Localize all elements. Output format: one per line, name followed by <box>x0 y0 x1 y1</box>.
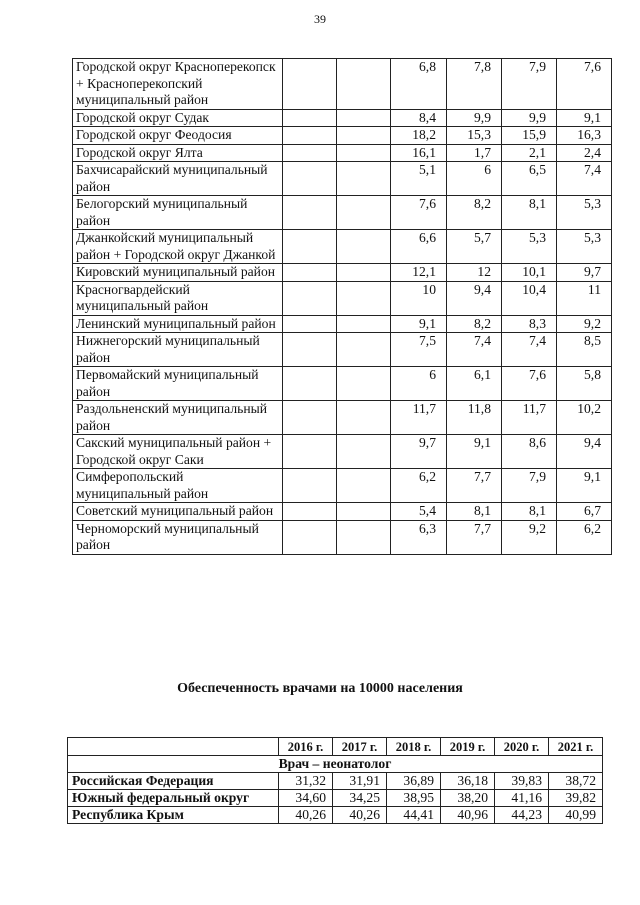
district-name: Городской округ Судак <box>73 109 283 127</box>
value-cell: 9,4 <box>557 435 612 469</box>
table-row <box>73 315 612 333</box>
value-cell: 6,1 <box>447 367 502 401</box>
value-cell: 6,6 <box>391 230 447 264</box>
empty-cell <box>283 435 337 469</box>
table-row <box>73 367 612 401</box>
value-cell: 16,3 <box>557 127 612 145</box>
value-cell: 7,6 <box>557 59 612 110</box>
value-cell: 5,4 <box>391 503 447 521</box>
district-name: Первомайский муниципальный район <box>73 367 283 401</box>
value-cell: 6 <box>391 367 447 401</box>
specialty-row <box>68 756 603 773</box>
value-cell: 7,5 <box>391 333 447 367</box>
value-cell: 8,2 <box>447 315 502 333</box>
value-cell: 5,8 <box>557 367 612 401</box>
value-cell: 12 <box>447 264 502 282</box>
year-header: 2021 г. <box>549 738 603 756</box>
value-cell: 7,9 <box>502 469 557 503</box>
specialty-label: Врач – неонатолог <box>68 756 603 773</box>
district-name: Джанкойский муниципальный район + Городской округ Джанкой <box>73 230 283 264</box>
empty-cell <box>283 503 337 521</box>
empty-cell <box>283 264 337 282</box>
value-cell: 5,3 <box>502 230 557 264</box>
district-table <box>72 58 612 555</box>
table-row <box>73 469 612 503</box>
value-cell: 9,1 <box>447 435 502 469</box>
value-cell: 9,9 <box>502 109 557 127</box>
district-name: Черноморский муниципальный район <box>73 520 283 554</box>
value-cell: 9,9 <box>447 109 502 127</box>
value-cell: 6,5 <box>502 162 557 196</box>
district-name: Городской округ Феодосия <box>73 127 283 145</box>
region-name: Республика Крым <box>68 807 279 824</box>
value-cell: 15,9 <box>502 127 557 145</box>
table-row <box>73 435 612 469</box>
value-cell: 6,3 <box>391 520 447 554</box>
value-cell: 7,7 <box>447 520 502 554</box>
table-row <box>73 520 612 554</box>
district-name: Городской округ Ялта <box>73 144 283 162</box>
empty-cell <box>283 367 337 401</box>
value-cell: 10,4 <box>502 281 557 315</box>
empty-cell <box>337 162 391 196</box>
table-row <box>68 790 603 807</box>
empty-cell <box>337 196 391 230</box>
year-header: 2020 г. <box>495 738 549 756</box>
table-row <box>68 807 603 824</box>
empty-cell <box>283 401 337 435</box>
value-cell: 5,1 <box>391 162 447 196</box>
value-cell: 7,6 <box>502 367 557 401</box>
value-cell: 6,8 <box>391 59 447 110</box>
region-name: Российская Федерация <box>68 773 279 790</box>
value-cell: 15,3 <box>447 127 502 145</box>
value-cell: 40,26 <box>333 807 387 824</box>
value-cell: 38,72 <box>549 773 603 790</box>
value-cell: 7,4 <box>502 333 557 367</box>
value-cell: 10,1 <box>502 264 557 282</box>
value-cell: 8,1 <box>502 196 557 230</box>
value-cell: 9,7 <box>557 264 612 282</box>
table-row <box>73 162 612 196</box>
table-row <box>73 264 612 282</box>
empty-cell <box>337 503 391 521</box>
empty-cell <box>337 401 391 435</box>
district-name: Городской округ Красноперекопск + Красноперекопский муниципальный район <box>73 59 283 110</box>
empty-cell <box>337 127 391 145</box>
empty-cell <box>283 230 337 264</box>
empty-cell <box>337 230 391 264</box>
year-header: 2016 г. <box>279 738 333 756</box>
value-cell: 7,7 <box>447 469 502 503</box>
table-row <box>73 144 612 162</box>
table-row <box>73 109 612 127</box>
table-row <box>73 59 612 110</box>
empty-cell <box>337 315 391 333</box>
table-row <box>73 281 612 315</box>
value-cell: 8,5 <box>557 333 612 367</box>
value-cell: 8,2 <box>447 196 502 230</box>
empty-cell <box>283 520 337 554</box>
value-cell: 8,1 <box>447 503 502 521</box>
value-cell: 40,99 <box>549 807 603 824</box>
value-cell: 2,1 <box>502 144 557 162</box>
value-cell: 18,2 <box>391 127 447 145</box>
district-name: Белогорский муниципальный район <box>73 196 283 230</box>
value-cell: 38,95 <box>387 790 441 807</box>
value-cell: 5,7 <box>447 230 502 264</box>
value-cell: 8,4 <box>391 109 447 127</box>
value-cell: 7,4 <box>557 162 612 196</box>
year-header: 2018 г. <box>387 738 441 756</box>
value-cell: 6,2 <box>391 469 447 503</box>
table-row <box>73 230 612 264</box>
empty-cell <box>283 144 337 162</box>
value-cell: 9,1 <box>391 315 447 333</box>
empty-cell <box>283 281 337 315</box>
year-header: 2017 г. <box>333 738 387 756</box>
value-cell: 9,7 <box>391 435 447 469</box>
value-cell: 8,6 <box>502 435 557 469</box>
value-cell: 6,7 <box>557 503 612 521</box>
value-cell: 36,18 <box>441 773 495 790</box>
value-cell: 7,8 <box>447 59 502 110</box>
value-cell: 11,7 <box>502 401 557 435</box>
table-row <box>73 401 612 435</box>
empty-cell <box>337 281 391 315</box>
value-cell: 11 <box>557 281 612 315</box>
doctors-table-title: Обеспеченность врачами на 10000 населения <box>177 681 463 696</box>
empty-cell <box>283 333 337 367</box>
district-name: Ленинский муниципальный район <box>73 315 283 333</box>
empty-cell <box>337 144 391 162</box>
value-cell: 6,2 <box>557 520 612 554</box>
doctors-table <box>67 737 603 824</box>
value-cell: 7,6 <box>391 196 447 230</box>
district-name: Симферопольский муниципальный район <box>73 469 283 503</box>
value-cell: 36,89 <box>387 773 441 790</box>
value-cell: 9,1 <box>557 109 612 127</box>
value-cell: 7,4 <box>447 333 502 367</box>
value-cell: 11,8 <box>447 401 502 435</box>
value-cell: 9,4 <box>447 281 502 315</box>
value-cell: 5,3 <box>557 196 612 230</box>
value-cell: 39,83 <box>495 773 549 790</box>
value-cell: 6 <box>447 162 502 196</box>
value-cell: 44,41 <box>387 807 441 824</box>
value-cell: 12,1 <box>391 264 447 282</box>
empty-cell <box>337 435 391 469</box>
empty-cell <box>283 109 337 127</box>
table-row <box>73 127 612 145</box>
value-cell: 9,1 <box>557 469 612 503</box>
value-cell: 8,1 <box>502 503 557 521</box>
empty-cell <box>283 162 337 196</box>
empty-cell <box>283 127 337 145</box>
header-empty-cell <box>68 738 279 756</box>
empty-cell <box>283 59 337 110</box>
value-cell: 16,1 <box>391 144 447 162</box>
table-row <box>68 773 603 790</box>
value-cell: 39,82 <box>549 790 603 807</box>
empty-cell <box>337 109 391 127</box>
empty-cell <box>337 59 391 110</box>
district-name: Советский муниципальный район <box>73 503 283 521</box>
value-cell: 40,96 <box>441 807 495 824</box>
region-name: Южный федеральный округ <box>68 790 279 807</box>
value-cell: 7,9 <box>502 59 557 110</box>
table-row <box>73 503 612 521</box>
year-header: 2019 г. <box>441 738 495 756</box>
value-cell: 5,3 <box>557 230 612 264</box>
value-cell: 34,60 <box>279 790 333 807</box>
page-number: 39 <box>314 12 326 26</box>
value-cell: 40,26 <box>279 807 333 824</box>
value-cell: 1,7 <box>447 144 502 162</box>
value-cell: 31,32 <box>279 773 333 790</box>
table-row <box>73 333 612 367</box>
value-cell: 31,91 <box>333 773 387 790</box>
value-cell: 10 <box>391 281 447 315</box>
district-name: Раздольненский муниципальный район <box>73 401 283 435</box>
empty-cell <box>337 469 391 503</box>
value-cell: 9,2 <box>557 315 612 333</box>
value-cell: 9,2 <box>502 520 557 554</box>
value-cell: 44,23 <box>495 807 549 824</box>
empty-cell <box>337 333 391 367</box>
value-cell: 34,25 <box>333 790 387 807</box>
value-cell: 8,3 <box>502 315 557 333</box>
year-header-row <box>68 738 603 756</box>
empty-cell <box>283 469 337 503</box>
value-cell: 41,16 <box>495 790 549 807</box>
empty-cell <box>337 520 391 554</box>
empty-cell <box>283 315 337 333</box>
district-name: Бахчисарайский муниципальный район <box>73 162 283 196</box>
district-name: Кировский муниципальный район <box>73 264 283 282</box>
value-cell: 2,4 <box>557 144 612 162</box>
empty-cell <box>337 367 391 401</box>
value-cell: 10,2 <box>557 401 612 435</box>
district-name: Сакский муниципальный район + Городской округ Саки <box>73 435 283 469</box>
value-cell: 38,20 <box>441 790 495 807</box>
empty-cell <box>283 196 337 230</box>
district-name: Красногвардейский муниципальный район <box>73 281 283 315</box>
empty-cell <box>337 264 391 282</box>
value-cell: 11,7 <box>391 401 447 435</box>
district-name: Нижнегорский муниципальный район <box>73 333 283 367</box>
table-row <box>73 196 612 230</box>
